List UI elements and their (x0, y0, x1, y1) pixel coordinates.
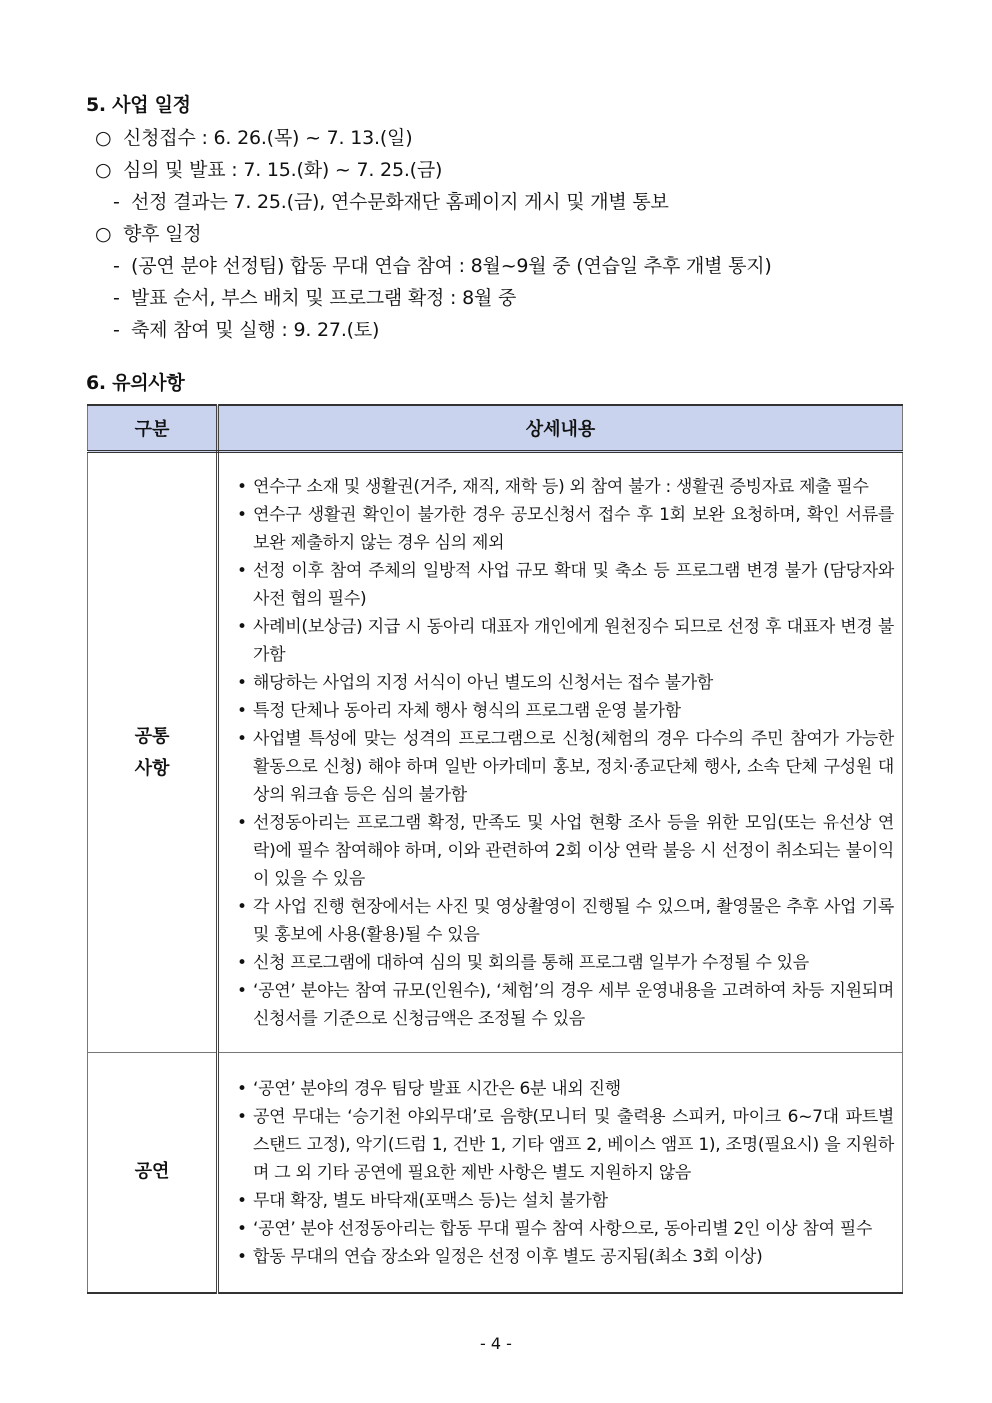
header-detail: 상세내용 (218, 405, 903, 452)
detail-list (219, 1060, 902, 1285)
dash-marker: - (113, 191, 120, 213)
list-item: • 무대 확장, 별도 바닥재(포맥스 등)는 설치 불가함 (229, 1187, 894, 1215)
schedule-subitem (113, 315, 379, 342)
schedule-subitem (113, 283, 516, 310)
schedule-subitem-text: 선정 결과는 7. 25.(금), 연수문화재단 홈페이지 게시 및 개별 통보 (131, 191, 669, 213)
list-item: • ‘공연’ 분야 선정동아리는 합동 무대 필수 참여 사항으로, 동아리별 2인 이상 참여 필수 (229, 1215, 894, 1243)
dash-marker: - (113, 319, 120, 341)
dash-marker: - (113, 255, 120, 277)
category-cell (88, 1053, 218, 1293)
list-item: • 연수구 생활권 확인이 불가한 경우 공모신청서 접수 후 1회 보완 요청하며, 확인 서류를 보완 제출하지 않는 경우 심의 제외 (229, 501, 894, 557)
detail-list (219, 458, 902, 1047)
list-item: • 신청 프로그램에 대하여 심의 및 회의를 통해 프로그램 일부가 수정될 수 있음 (229, 949, 894, 977)
schedule-item-text: 신청접수 : 6. 26.(목) ~ 7. 13.(일) (123, 127, 413, 149)
schedule-subitem (113, 251, 772, 278)
category-label: 공연 (134, 1161, 170, 1183)
category-label: 사항 (134, 757, 170, 779)
list-item: • 선정 이후 참여 주체의 일방적 사업 규모 확대 및 축소 등 프로그램 변경 불가 (담당자와 사전 협의 필수) (229, 557, 894, 613)
list-item: • ‘공연’ 분야의 경우 팀당 발표 시간은 6분 내외 진행 (229, 1075, 894, 1103)
table-row-common (88, 452, 903, 1053)
schedule-item (95, 155, 442, 182)
list-item: • 선정동아리는 프로그램 확정, 만족도 및 사업 현황 조사 등을 위한 모임(또는 유선상 연락)에 필수 참여해야 하며, 이와 관련하여 2회 이상 연락 불응 시 선정이 취소되는 불이익이 있을 수 있음 (229, 809, 894, 893)
header-category: 구분 (88, 405, 218, 452)
list-item: • 사례비(보상금) 지급 시 동아리 대표자 개인에게 원천징수 되므로 선정 후 대표자 변경 불가함 (229, 613, 894, 669)
list-item: • 연수구 소재 및 생활권(거주, 재직, 재학 등) 외 참여 불가 : 생활권 증빙자료 제출 필수 (229, 473, 894, 501)
category-label: 공통 (134, 725, 170, 747)
list-item: • 각 사업 진행 현장에서는 사진 및 영상촬영이 진행될 수 있으며, 촬영물은 추후 사업 기록 및 홍보에 사용(활용)될 수 있음 (229, 893, 894, 949)
list-item: • 특정 단체나 동아리 자체 행사 형식의 프로그램 운영 불가함 (229, 697, 894, 725)
schedule-subitem (113, 187, 669, 214)
schedule-subitem-text: 축제 참여 및 실행 : 9. 27.(토) (131, 319, 380, 341)
detail-cell (218, 452, 903, 1053)
notes-table (87, 404, 903, 1294)
schedule-item-text: 심의 및 발표 : 7. 15.(화) ~ 7. 25.(금) (123, 159, 443, 181)
circle-marker: ○ (95, 159, 112, 181)
page-number: - 4 - (480, 1334, 512, 1353)
schedule-item-text: 향후 일정 (123, 223, 202, 245)
list-item: • 해당하는 사업의 지정 서식이 아닌 별도의 신청서는 접수 불가함 (229, 669, 894, 697)
table-header-row (88, 405, 903, 452)
schedule-subitem-text: 발표 순서, 부스 배치 및 프로그램 확정 : 8월 중 (131, 287, 517, 309)
list-item: • 공연 무대는 ‘승기천 야외무대’로 음향(모니터 및 출력용 스피커, 마이크 6~7대 파트별 스탠드 고정), 악기(드럼 1, 건반 1, 기타 앰프 2, 베이스 앰프 1), 조명(필요시) 을 지원하며 그 외 기타 공연에 필요한 제반 사항은 별도 지원하지 않음 (229, 1103, 894, 1187)
list-item: • 합동 무대의 연습 장소와 일정은 선정 이후 별도 공지됨(최소 3회 이상) (229, 1243, 894, 1271)
section-heading-schedule: 5. 사업 일정 (86, 94, 191, 116)
section-heading-notes: 6. 유의사항 (86, 372, 185, 394)
list-item: • ‘공연’ 분야는 참여 규모(인원수), ‘체험’의 경우 세부 운영내용을 고려하여 차등 지원되며 신청서를 기준으로 신청금액은 조정될 수 있음 (229, 977, 894, 1033)
circle-marker: ○ (95, 127, 112, 149)
dash-marker: - (113, 287, 120, 309)
detail-cell (218, 1053, 903, 1293)
schedule-item (95, 123, 412, 150)
schedule-item (95, 219, 201, 246)
schedule-subitem-text: (공연 분야 선정팀) 합동 무대 연습 참여 : 8월~9월 중 (연습일 추후 개별 통지) (131, 255, 772, 277)
category-cell (88, 452, 218, 1053)
list-item: • 사업별 특성에 맞는 성격의 프로그램으로 신청(체험의 경우 다수의 주민 참여가 가능한 활동으로 신청) 해야 하며 일반 아카데미 홍보, 정치·종교단체 행사, 소속 단체 구성원 대상의 워크숍 등은 심의 불가함 (229, 725, 894, 809)
table-row-performance (88, 1053, 903, 1293)
circle-marker: ○ (95, 223, 112, 245)
